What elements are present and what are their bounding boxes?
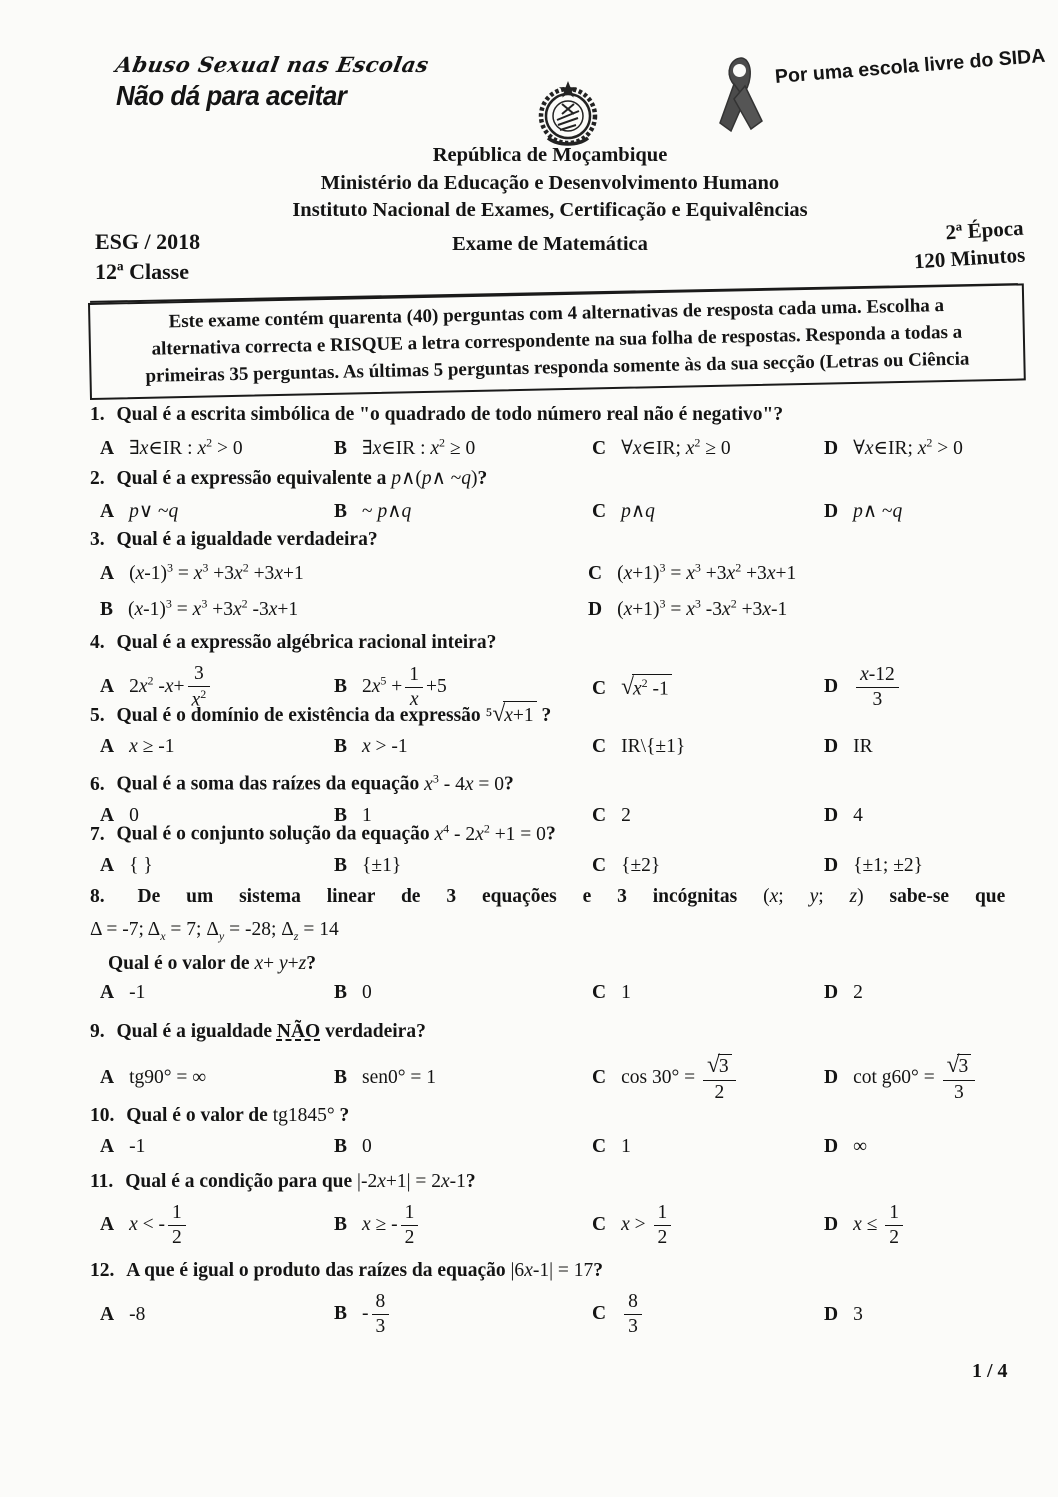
options-row (90, 982, 1022, 1004)
option-letter: B (334, 854, 348, 876)
option (90, 560, 578, 585)
option-value: p∨ ~q (129, 501, 179, 522)
option-value: 4 (853, 804, 863, 826)
options-row (90, 855, 1022, 877)
option (324, 982, 582, 1004)
question (90, 402, 1022, 460)
question-extra-lines (90, 919, 1022, 975)
option-value: -1 (129, 981, 146, 1003)
question-number: 2. (90, 468, 110, 489)
option-value: ∀x∈IR; $x^2 \ge 0$ (621, 435, 731, 459)
option-value: $(x-1)^3 = x^3 +3x^2$ -3x+1 (128, 596, 299, 620)
option-letter: C (592, 501, 607, 522)
option-value: $\frac{x-12}{3}$ (853, 676, 902, 697)
question-number: 12. (90, 1260, 120, 1281)
ribbon-icon (712, 55, 770, 139)
question (90, 1258, 1022, 1339)
option (582, 435, 814, 460)
option (324, 736, 582, 758)
option (90, 1202, 324, 1250)
question (90, 1169, 1022, 1250)
instructions-box (88, 283, 1026, 400)
option-letter: C (592, 981, 607, 1003)
option-value: p∧ ~q (853, 501, 903, 522)
option-letter: D (824, 676, 839, 698)
option-value: {±2} (621, 854, 661, 876)
option-letter: D (824, 804, 839, 826)
option-letter: C (592, 736, 607, 757)
question-text: Qual é a escrita simbólica de "o quadrado de todo número real não é negativo"? (116, 404, 784, 425)
question-text: Qual é o domínio de existência da expressão ⁵√x+1 ? (116, 701, 552, 727)
option-value: x ≤ $\frac{1}{2}$ (853, 1214, 906, 1235)
option-letter: B (334, 736, 348, 757)
option-letter: A (100, 562, 115, 584)
option-value: $(x+1)^3 = x^3 +3x^2 +3x+1$ (617, 560, 797, 584)
exam-code: ESG / 2018 (95, 229, 201, 254)
option (324, 1202, 582, 1250)
option-value: $2x^2$ -x+ $\frac{3}{x^2}$ (129, 676, 213, 697)
option (582, 1136, 814, 1158)
question-text: A que é igual o produto das raízes da equação |6x-1| = 17? (126, 1260, 603, 1281)
option-value: IR\{±1} (621, 736, 686, 757)
option-value: ∞ (853, 1136, 867, 1157)
option (90, 499, 324, 523)
option-value: 3 (853, 1303, 863, 1325)
options-row (90, 1052, 1022, 1104)
question-text: Qual é a soma das raízes da equação $x^3 - 4x = 0$? (116, 771, 514, 795)
option-letter: B (334, 981, 348, 1003)
question-text: Qual é o valor de tg1845° ? (126, 1105, 350, 1126)
question (90, 701, 1022, 758)
option-letter: B (334, 1214, 348, 1236)
option-letter: C (592, 1303, 607, 1325)
option (90, 982, 324, 1004)
option-letter: A (100, 1214, 115, 1236)
option-letter: C (592, 678, 607, 700)
option-value: ∃x∈IR : $x^2 > 0$ (129, 435, 243, 459)
option-letter: D (824, 1303, 839, 1325)
question-line: Δ = -7; $\Delta_x = 7$; $\Delta_y = -28$; $\Delta_z = 14$ (90, 919, 339, 943)
option (578, 560, 1022, 585)
option-value: ∃x∈IR : $x^2 \ge 0$ (362, 435, 476, 459)
option-letter: D (824, 854, 839, 876)
question-text: Qual é a condição para que |-2x+1| = 2x-1? (125, 1171, 476, 1192)
option-letter: D (824, 1136, 839, 1157)
option-letter: D (588, 599, 603, 620)
option-letter: D (824, 501, 839, 522)
question-text: Qual é a igualdade verdadeira? (116, 529, 378, 550)
option-letter: B (334, 501, 348, 522)
option-value: cot g60° = $\frac{√3}{3}$ (853, 1067, 978, 1088)
option-value: -1 (129, 1136, 146, 1157)
options-row (90, 560, 1022, 621)
option-letter: A (100, 1136, 115, 1157)
question-text: Qual é a igualdade NÃO verdadeira? (116, 1021, 426, 1042)
question (90, 1019, 1022, 1104)
options-row (90, 736, 1022, 758)
option-value: x ≥ -1 (129, 736, 175, 757)
option-letter: A (100, 1067, 115, 1089)
option-letter: B (334, 437, 348, 459)
question-number: 6. (90, 773, 110, 795)
option-value: ~ p∧q (362, 501, 412, 522)
option-value: 1 (621, 981, 631, 1003)
option (814, 736, 1022, 758)
option-value: cos 30° = $\frac{√3}{2}$ (621, 1067, 739, 1088)
option-letter: B (334, 804, 348, 826)
option (90, 1136, 324, 1158)
exam-title: Exame de Matemática (452, 233, 648, 255)
option (582, 982, 814, 1004)
option (814, 982, 1022, 1004)
option (324, 855, 582, 877)
campaign-block (113, 52, 431, 112)
instructions-line: alternativa correcta e RISQUE a letra correspondente na sua folha de respostas. Responda a todas a (151, 321, 963, 360)
option-letter: A (100, 437, 115, 459)
option-letter: A (100, 981, 115, 1003)
campaign-slogan: Não dá para aceitar (116, 79, 347, 112)
org-ministry: Ministério da Educação e Desenvolvimento Humano (320, 171, 780, 194)
option-letter: B (334, 1067, 348, 1089)
option-letter: C (592, 1136, 607, 1157)
option-letter: D (824, 1066, 839, 1088)
question-number: 7. (90, 823, 110, 845)
option (578, 597, 1022, 622)
option-value: p∧q (621, 501, 655, 522)
option (814, 1202, 1022, 1250)
option-value: x > $\frac{1}{2}$ (621, 1214, 674, 1235)
options-row (90, 1202, 1022, 1250)
instructions-line: primeiras 35 perguntas. As últimas 5 perguntas responda somente às da sua secção (Letras ou Ciência (145, 348, 970, 387)
option (814, 1304, 1022, 1326)
option (324, 1067, 582, 1089)
option-letter: B (100, 599, 114, 620)
option (90, 435, 324, 460)
option-value: $(x-1)^3 = x^3 +3x^2 +3x+1$ (129, 560, 304, 584)
option-value: $(x+1)^3 = x^3$ $-3x^2 +3x-1$ (617, 596, 788, 620)
option (582, 855, 814, 877)
option-letter: B (334, 1136, 348, 1157)
option-letter: C (592, 804, 607, 826)
option (324, 499, 582, 523)
options-row (90, 499, 1022, 523)
question (90, 527, 1022, 621)
option-letter: D (824, 981, 839, 1003)
option (90, 855, 324, 877)
org-block (140, 142, 960, 225)
question-number: 3. (90, 529, 110, 550)
question-number: 11. (90, 1171, 119, 1192)
option (814, 435, 1022, 460)
question-number: 10. (90, 1105, 120, 1126)
option (582, 1202, 814, 1250)
option-letter: C (592, 1066, 607, 1088)
question-text: Qual é o conjunto solução da equação $x^4 - 2x^2 +1 = 0$? (116, 821, 556, 845)
option-letter: D (824, 736, 839, 757)
option (814, 499, 1022, 523)
exam-epoch-block (911, 215, 1026, 276)
option (582, 499, 814, 523)
option (582, 674, 814, 702)
option-value: {±1; ±2} (853, 854, 924, 876)
option-value: 0 (129, 804, 139, 826)
option-letter: A (100, 854, 115, 876)
option-letter: B (334, 676, 348, 698)
option (582, 1291, 814, 1339)
option-value: $\frac{8}{3}$ (621, 1303, 645, 1324)
option-value: 2 (853, 981, 863, 1003)
page-number: 1 / 4 (972, 1360, 1008, 1382)
question-text: De um sistema linear de 3 equações e 3 incógnitas (x; y; z) sabe-se que (137, 886, 1006, 907)
question-number: 5. (90, 705, 110, 726)
question-number: 4. (90, 632, 110, 653)
option-value: 2 (621, 804, 631, 826)
option-value: ∀x∈IR; $x^2 > 0$ (853, 435, 963, 459)
ribbon-slogan: Por uma escola livre do SIDA (774, 44, 1047, 89)
option-value: x ≥ - $\frac{1}{2}$ (362, 1214, 421, 1235)
question-text: Qual é a expressão equivalente a p∧(p∧ ~q)? (116, 468, 488, 489)
option-letter: C (592, 854, 607, 876)
question (90, 1103, 1022, 1158)
option-letter: A (100, 1303, 115, 1325)
option-value: tg90° = ∞ (129, 1067, 207, 1089)
option-value: sen0° = 1 (362, 1067, 437, 1089)
options-row (90, 1136, 1022, 1158)
option-value: $√x^2$ -1 (621, 678, 672, 699)
option-value: -8 (129, 1303, 146, 1325)
option-value: x < - $\frac{1}{2}$ (129, 1214, 189, 1235)
exam-epoch: 2ª Época (944, 215, 1024, 245)
option (814, 1052, 1022, 1104)
campaign-line: Abuso Sexual nas Escolas (113, 52, 431, 77)
question (90, 630, 1022, 712)
instructions-line: Este exame contém quarenta (40) perguntas com 4 alternativas de resposta cada uma. Escolha a (168, 295, 945, 333)
option-letter: A (100, 501, 115, 522)
question-number: 9. (90, 1021, 110, 1042)
option (324, 1136, 582, 1158)
option (324, 1291, 582, 1339)
question-text: Qual é a expressão algébrica racional inteira? (116, 632, 497, 653)
option (90, 597, 578, 622)
org-republic: República de Moçambique (432, 144, 668, 166)
option (814, 855, 1022, 877)
option-letter: C (592, 1214, 607, 1236)
option-value: - $\frac{8}{3}$ (362, 1303, 392, 1324)
option (90, 1067, 324, 1089)
option (90, 736, 324, 758)
exam-duration: 120 Minutos (912, 242, 1026, 274)
option-letter: A (100, 676, 115, 698)
option-value: x > -1 (362, 736, 408, 757)
options-row (90, 1291, 1022, 1339)
option-value: 0 (362, 1136, 372, 1157)
option-letter: C (592, 437, 607, 459)
option-letter: A (100, 736, 115, 757)
option-value: $2x^5$ + $\frac{1}{x}$ +5 (362, 663, 447, 711)
option (582, 1052, 814, 1104)
aids-ribbon-icon (712, 55, 770, 144)
question (90, 884, 1022, 1004)
question-number: 1. (90, 404, 110, 425)
org-institute: Instituto Nacional de Exames, Certificação e Equivalências (292, 199, 808, 221)
option-letter: D (824, 437, 839, 459)
emblem-icon (532, 80, 604, 148)
option-value: IR (853, 736, 873, 757)
option (814, 1136, 1022, 1158)
option-value: 1 (621, 1136, 631, 1157)
option (324, 435, 582, 460)
question (90, 815, 1022, 877)
option (582, 736, 814, 758)
option-letter: D (824, 1214, 839, 1236)
question-line: Qual é o valor de x+ y+z? (108, 952, 316, 974)
option-value: 1 (362, 804, 372, 826)
option-value: {±1} (362, 854, 402, 876)
exam-grade: 12ª Classe (95, 259, 189, 284)
option-letter: C (588, 562, 603, 584)
option-letter: B (334, 1303, 348, 1325)
option-value: 0 (362, 981, 372, 1003)
option-value: { } (129, 854, 153, 876)
question (90, 466, 1022, 523)
option-letter: A (100, 804, 115, 826)
options-row (90, 435, 1022, 460)
option (90, 1304, 324, 1326)
question-number: 8. (90, 886, 131, 907)
